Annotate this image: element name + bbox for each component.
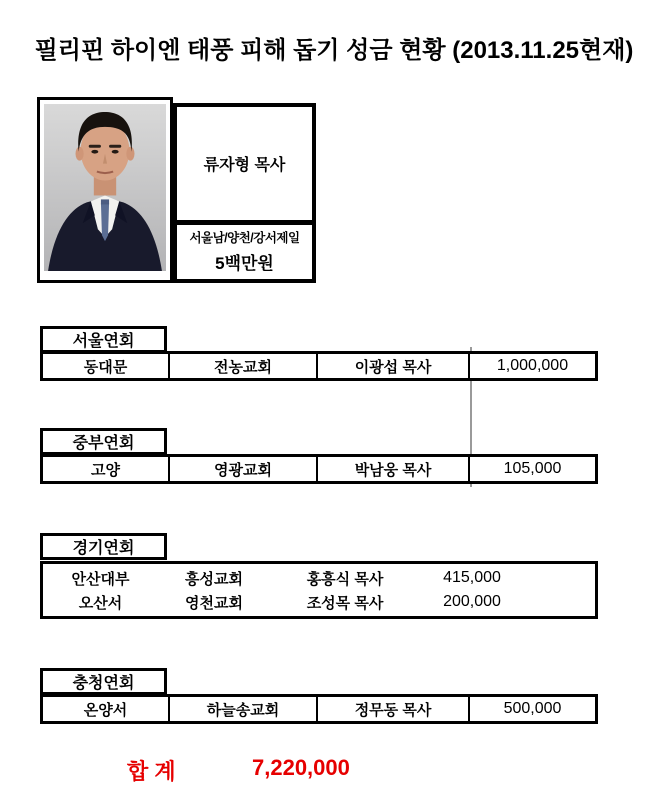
district-cell: 고양: [43, 457, 170, 481]
table-row: [40, 694, 598, 724]
pastor-cell: 홍흥식 목사: [306, 570, 384, 588]
featured-pastor-name: 류자형 목사: [203, 157, 286, 174]
featured-pastor-details: [177, 225, 312, 279]
church-cell: 전농교회: [170, 354, 318, 378]
conference-label: 중부연회: [72, 435, 135, 452]
table-row: [40, 351, 598, 381]
amount-cell: 500,000: [503, 700, 562, 717]
conference-label: 충청연회: [72, 675, 135, 692]
featured-pastor-amount: 5백만원: [215, 254, 274, 273]
pastor-cell: 정무동 목사: [318, 697, 470, 721]
district-cell: 안산대부: [71, 570, 130, 588]
district-cell: 오산서: [78, 594, 123, 612]
church-cell: 하늘송교회: [170, 697, 318, 721]
pastor-portrait-image: [44, 104, 166, 271]
district-cell: 온양서: [43, 697, 170, 721]
conference-header-jungbu: [40, 428, 167, 455]
amount-cell: 105,000: [503, 460, 562, 477]
table-row: [43, 590, 595, 614]
pastor-cell: 조성목 목사: [306, 594, 384, 612]
conference-header-chungcheong: [40, 668, 167, 695]
featured-pastor-affiliation: 서울남/양천/강서제일: [189, 231, 300, 245]
church-cell: 흥성교회: [185, 570, 243, 588]
pastor-cell: 이광섭 목사: [318, 354, 470, 378]
conference-header-seoul: [40, 326, 167, 353]
total-amount: 7,220,000: [252, 755, 350, 780]
table-row-group: [40, 561, 598, 619]
pastor-cell: 박남웅 목사: [318, 457, 470, 481]
featured-pastor-photo-frame: [37, 97, 173, 283]
total-label: 합 계: [127, 759, 176, 784]
church-cell: 영천교회: [185, 594, 243, 612]
conference-label: 서울연회: [72, 333, 135, 350]
district-cell: 동대문: [43, 354, 170, 378]
page-title: 필리핀 하이엔 태풍 피해 돕기 성금 현황 (2013.11.25현재): [34, 37, 634, 64]
table-row: [43, 566, 595, 590]
conference-label: 경기연회: [72, 540, 135, 557]
church-cell: 영광교회: [170, 457, 318, 481]
table-row: [40, 454, 598, 484]
conference-header-gyeonggi: [40, 533, 167, 560]
amount-cell: 1,000,000: [496, 357, 569, 374]
amount-cell: 415,000: [443, 569, 501, 586]
featured-pastor-card: [173, 103, 316, 283]
amount-cell: 200,000: [443, 593, 501, 610]
